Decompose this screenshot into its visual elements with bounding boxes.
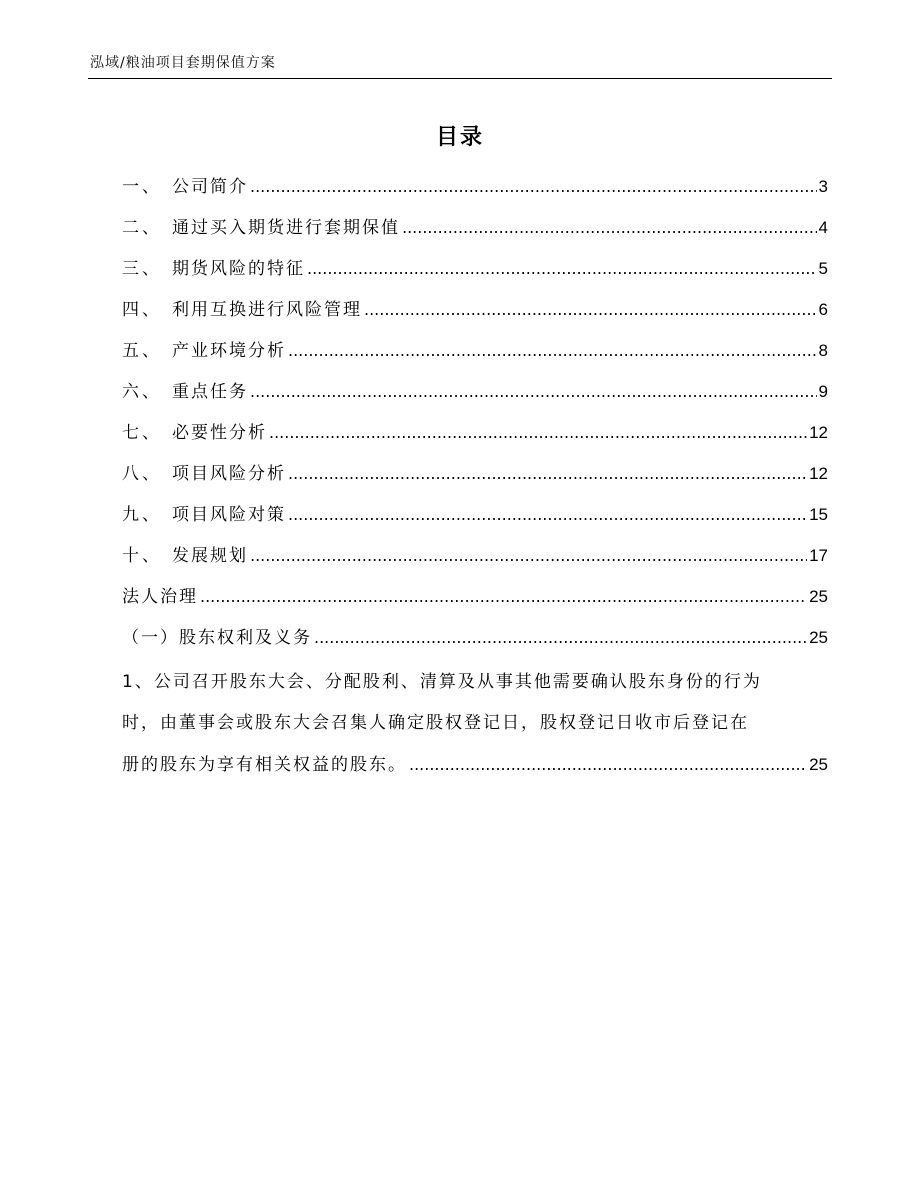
toc-entry-page: 12 — [809, 464, 828, 483]
toc-entry-number: 六、 — [122, 382, 162, 402]
toc-entry-label: 通过买入期货进行套期保值 — [172, 218, 400, 238]
table-of-contents — [122, 170, 828, 785]
toc-entry-page: 25 — [809, 755, 828, 774]
toc-entry-number: 九、 — [122, 505, 162, 525]
toc-entry-label: 册的股东为享有相关权益的股东。 — [122, 755, 407, 775]
toc-entry-page: 25 — [809, 628, 828, 647]
toc-entry-4[interactable] — [122, 293, 828, 334]
toc-entry-8[interactable] — [122, 457, 828, 498]
toc-entry-label: 必要性分析 — [172, 423, 267, 443]
toc-entry-last-line — [122, 744, 828, 785]
header-divider — [88, 78, 832, 79]
toc-entry-page: 15 — [809, 505, 828, 524]
toc-leader-dots — [250, 375, 817, 409]
toc-leader-dots — [288, 457, 807, 491]
toc-entry-7[interactable] — [122, 416, 828, 457]
toc-entry-number: 二、 — [122, 218, 162, 238]
toc-leader-dots — [288, 498, 807, 532]
toc-leader-dots — [409, 744, 807, 785]
toc-entry-number: 三、 — [122, 259, 162, 279]
toc-entry-long[interactable] — [122, 662, 828, 785]
toc-entry-number: 七、 — [122, 423, 162, 443]
toc-leader-dots — [250, 539, 807, 573]
toc-leader-dots — [307, 252, 817, 286]
toc-entry-legal[interactable] — [122, 580, 828, 621]
toc-leader-dots — [288, 334, 817, 368]
toc-entry-page: 17 — [809, 546, 828, 565]
toc-entry-number: 十、 — [122, 546, 162, 566]
toc-entry-label: 重点任务 — [172, 382, 248, 402]
toc-entry-label: 产业环境分析 — [172, 341, 286, 361]
toc-entry-1[interactable] — [122, 170, 828, 211]
toc-entry-page: 9 — [818, 382, 828, 401]
toc-leader-dots — [250, 170, 817, 204]
toc-leader-dots — [402, 211, 817, 245]
toc-leader-dots — [364, 293, 817, 327]
toc-entry-page: 4 — [818, 218, 828, 237]
running-header: 泓域/粮油项目套期保值方案 — [90, 55, 276, 71]
toc-entry-label: 项目风险分析 — [172, 464, 286, 484]
toc-entry-page: 25 — [809, 587, 828, 606]
toc-leader-dots — [314, 621, 807, 655]
toc-entry-label: 利用互换进行风险管理 — [172, 300, 362, 320]
toc-entry-number: 八、 — [122, 464, 162, 484]
toc-entry-label: （一）股东权利及义务 — [122, 628, 312, 648]
toc-entry-6[interactable] — [122, 375, 828, 416]
toc-leader-dots — [200, 580, 807, 614]
toc-entry-sub[interactable] — [122, 621, 828, 662]
toc-entry-number: 一、 — [122, 177, 162, 197]
toc-entry-label: 项目风险对策 — [172, 505, 286, 525]
toc-entry-9[interactable] — [122, 498, 828, 539]
toc-entry-page: 5 — [818, 259, 828, 278]
toc-entry-3[interactable] — [122, 252, 828, 293]
toc-entry-10[interactable] — [122, 539, 828, 580]
toc-title: 目录 — [435, 125, 484, 150]
toc-entry-page: 8 — [818, 341, 828, 360]
toc-entry-number: 五、 — [122, 341, 162, 361]
toc-entry-line: 1、公司召开股东大会、分配股利、清算及从事其他需要确认股东身份的行为 — [122, 672, 762, 692]
toc-entry-page: 6 — [818, 300, 828, 319]
toc-entry-number: 四、 — [122, 300, 162, 320]
toc-entry-5[interactable] — [122, 334, 828, 375]
toc-entry-label: 法人治理 — [122, 587, 198, 607]
toc-entry-line: 时，由董事会或股东大会召集人确定股权登记日，股权登记日收市后登记在 — [122, 713, 749, 733]
toc-entry-page: 12 — [809, 423, 828, 442]
toc-entry-label: 期货风险的特征 — [172, 259, 305, 279]
toc-leader-dots — [269, 416, 807, 450]
toc-entry-label: 发展规划 — [172, 546, 248, 566]
toc-entry-label: 公司简介 — [172, 177, 248, 197]
toc-entry-2[interactable] — [122, 211, 828, 252]
toc-entry-page: 3 — [818, 177, 828, 196]
